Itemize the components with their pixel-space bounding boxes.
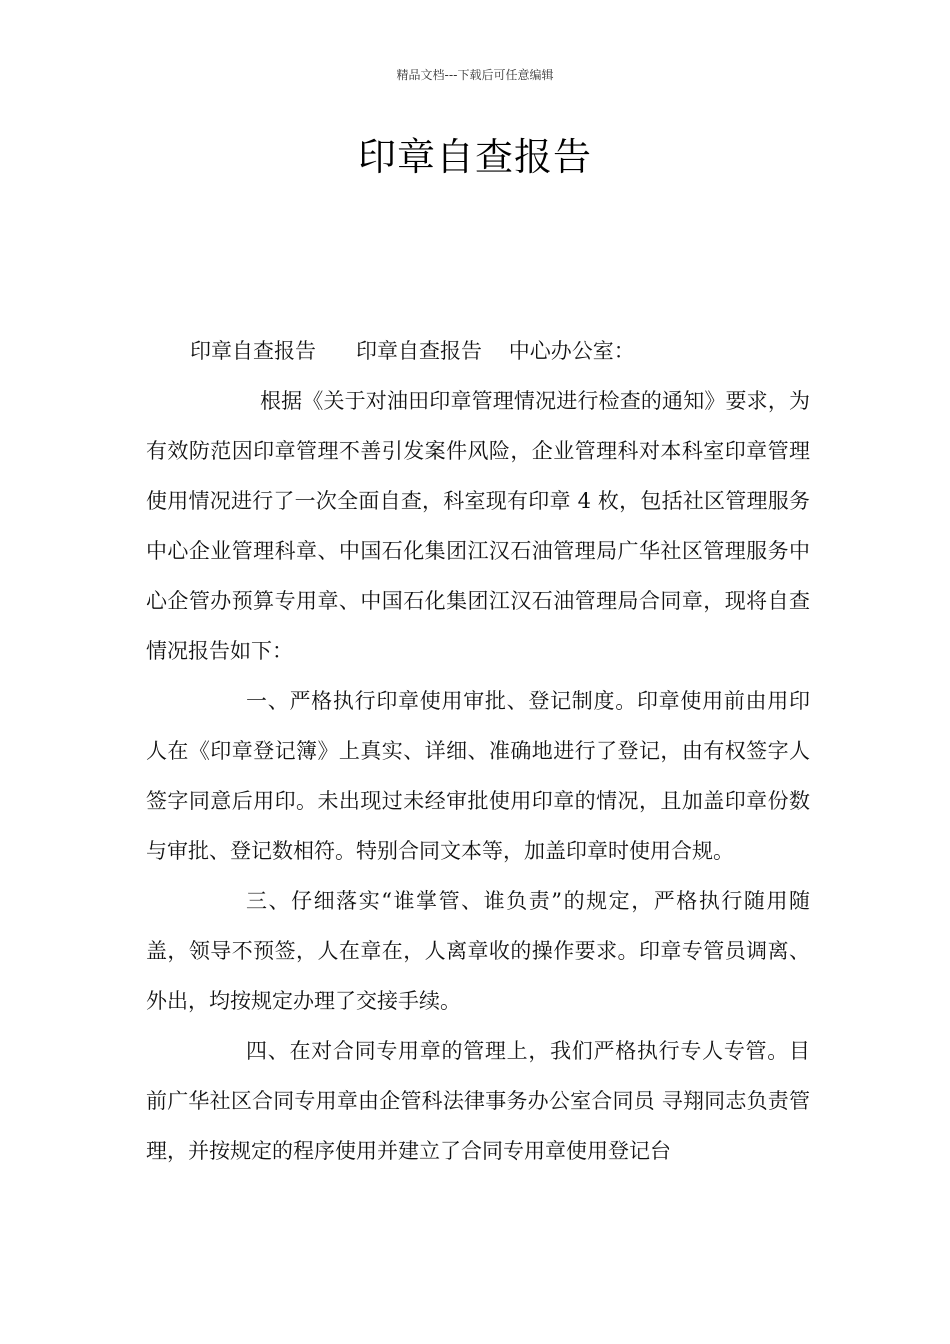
paragraph-3: 三、仔细落实“谁掌管、谁负责”的规定，严格执行随用随盖，领导不预签，人在章在，人离章收的操作要求。印章专管员调离、外出，均按规定办理了交接手续。 — [146, 889, 810, 1013]
intro-line: 印章自查报告 印章自查报告 中心办公室： — [190, 339, 635, 363]
paragraph-4: 四、在对合同专用章的管理上，我们严格执行专人专管。目前广华社区合同专用章由企管科法律事务办公室合同员 寻翔同志负责管理，并按规定的程序使用并建立了合同专用章使用登记台 — [146, 1039, 810, 1163]
header-note: 精品文档---下载后可任意编辑 — [396, 68, 554, 82]
document-body — [146, 326, 810, 1176]
paragraph-2: 一、严格执行印章使用审批、登记制度。印章使用前由用印人在《印章登记簿》上真实、详细、准确地进行了登记，由有权签字人签字同意后用印。未出现过未经审批使用印章的情况，且加盖印章份数与审批、登记数相符。特别合同文本等，加盖印章时使用合规。 — [146, 689, 810, 863]
paragraph-1: 根据《关于对油田印章管理情况进行检查的通知》要求，为有效防范因印章管理不善引发案件风险，企业管理科对本科室印章管理使用情况进行了一次全面自查，科室现有印章 4 枚，包括社区管理服务中心企业管理科章、中国石化集团江汉石油管理局广华社区管理服务中心企管办预算专用章、中国石化集团江汉石油管理局合同章，现将自查情况报告如下： — [146, 389, 810, 663]
document-title: 印章自查报告 — [357, 135, 592, 179]
